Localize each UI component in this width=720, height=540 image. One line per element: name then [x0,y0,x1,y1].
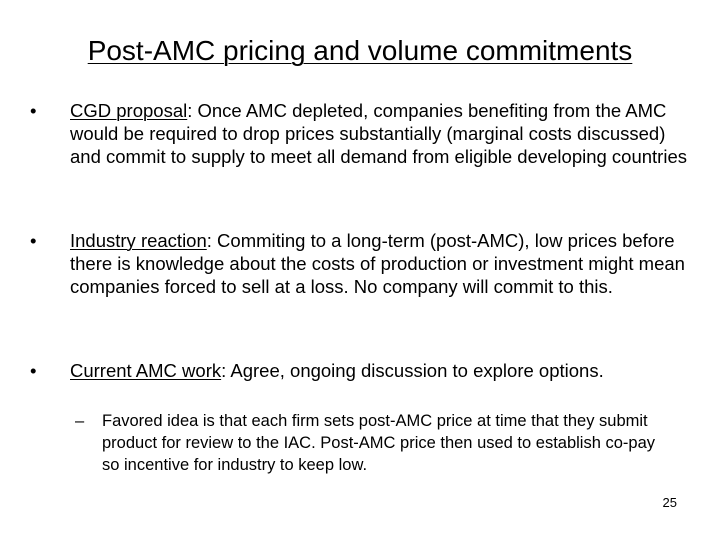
bullet-lead: Industry reaction [70,230,207,251]
bullet-lead: Current AMC work [70,360,222,381]
bullet-body: : Agree, ongoing discussion to explore options. [221,360,604,381]
bullet-industry-reaction [30,229,690,298]
bullet-cgd-proposal [30,99,690,168]
sub-bullet-marker: – [75,412,85,430]
bullet-body: : Once AMC depleted, companies benefiting from the AMC would be required to drop prices substantially (marginal costs discussed) and commit to supply to meet all demand from eligible developing countries [70,100,687,167]
sub-bullet-favored-idea [75,410,675,476]
sub-bullet-text: Favored idea is that each firm sets post-AMC price at time that they submit product for review to the IAC. Post-AMC price then used to establish co-pay so incentive for industry to keep low. [102,412,656,474]
page-number: 25 [662,495,677,510]
bullet-text [70,359,690,382]
bullet-text [70,99,690,168]
slide-title: Post-AMC pricing and volume commitments [87,35,633,66]
bullet-marker: • [30,230,37,251]
bullet-body: : Commiting to a long-term (post-AMC), low prices before there is knowledge about the costs of production or investment might mean companies forced to sell at a loss. No company will commit to this. [70,230,685,297]
bullet-lead: CGD proposal [70,100,188,121]
bullet-text [70,229,690,298]
bullet-marker: • [30,360,37,381]
bullet-marker: • [30,100,37,121]
bullet-current-amc-work [30,359,690,382]
